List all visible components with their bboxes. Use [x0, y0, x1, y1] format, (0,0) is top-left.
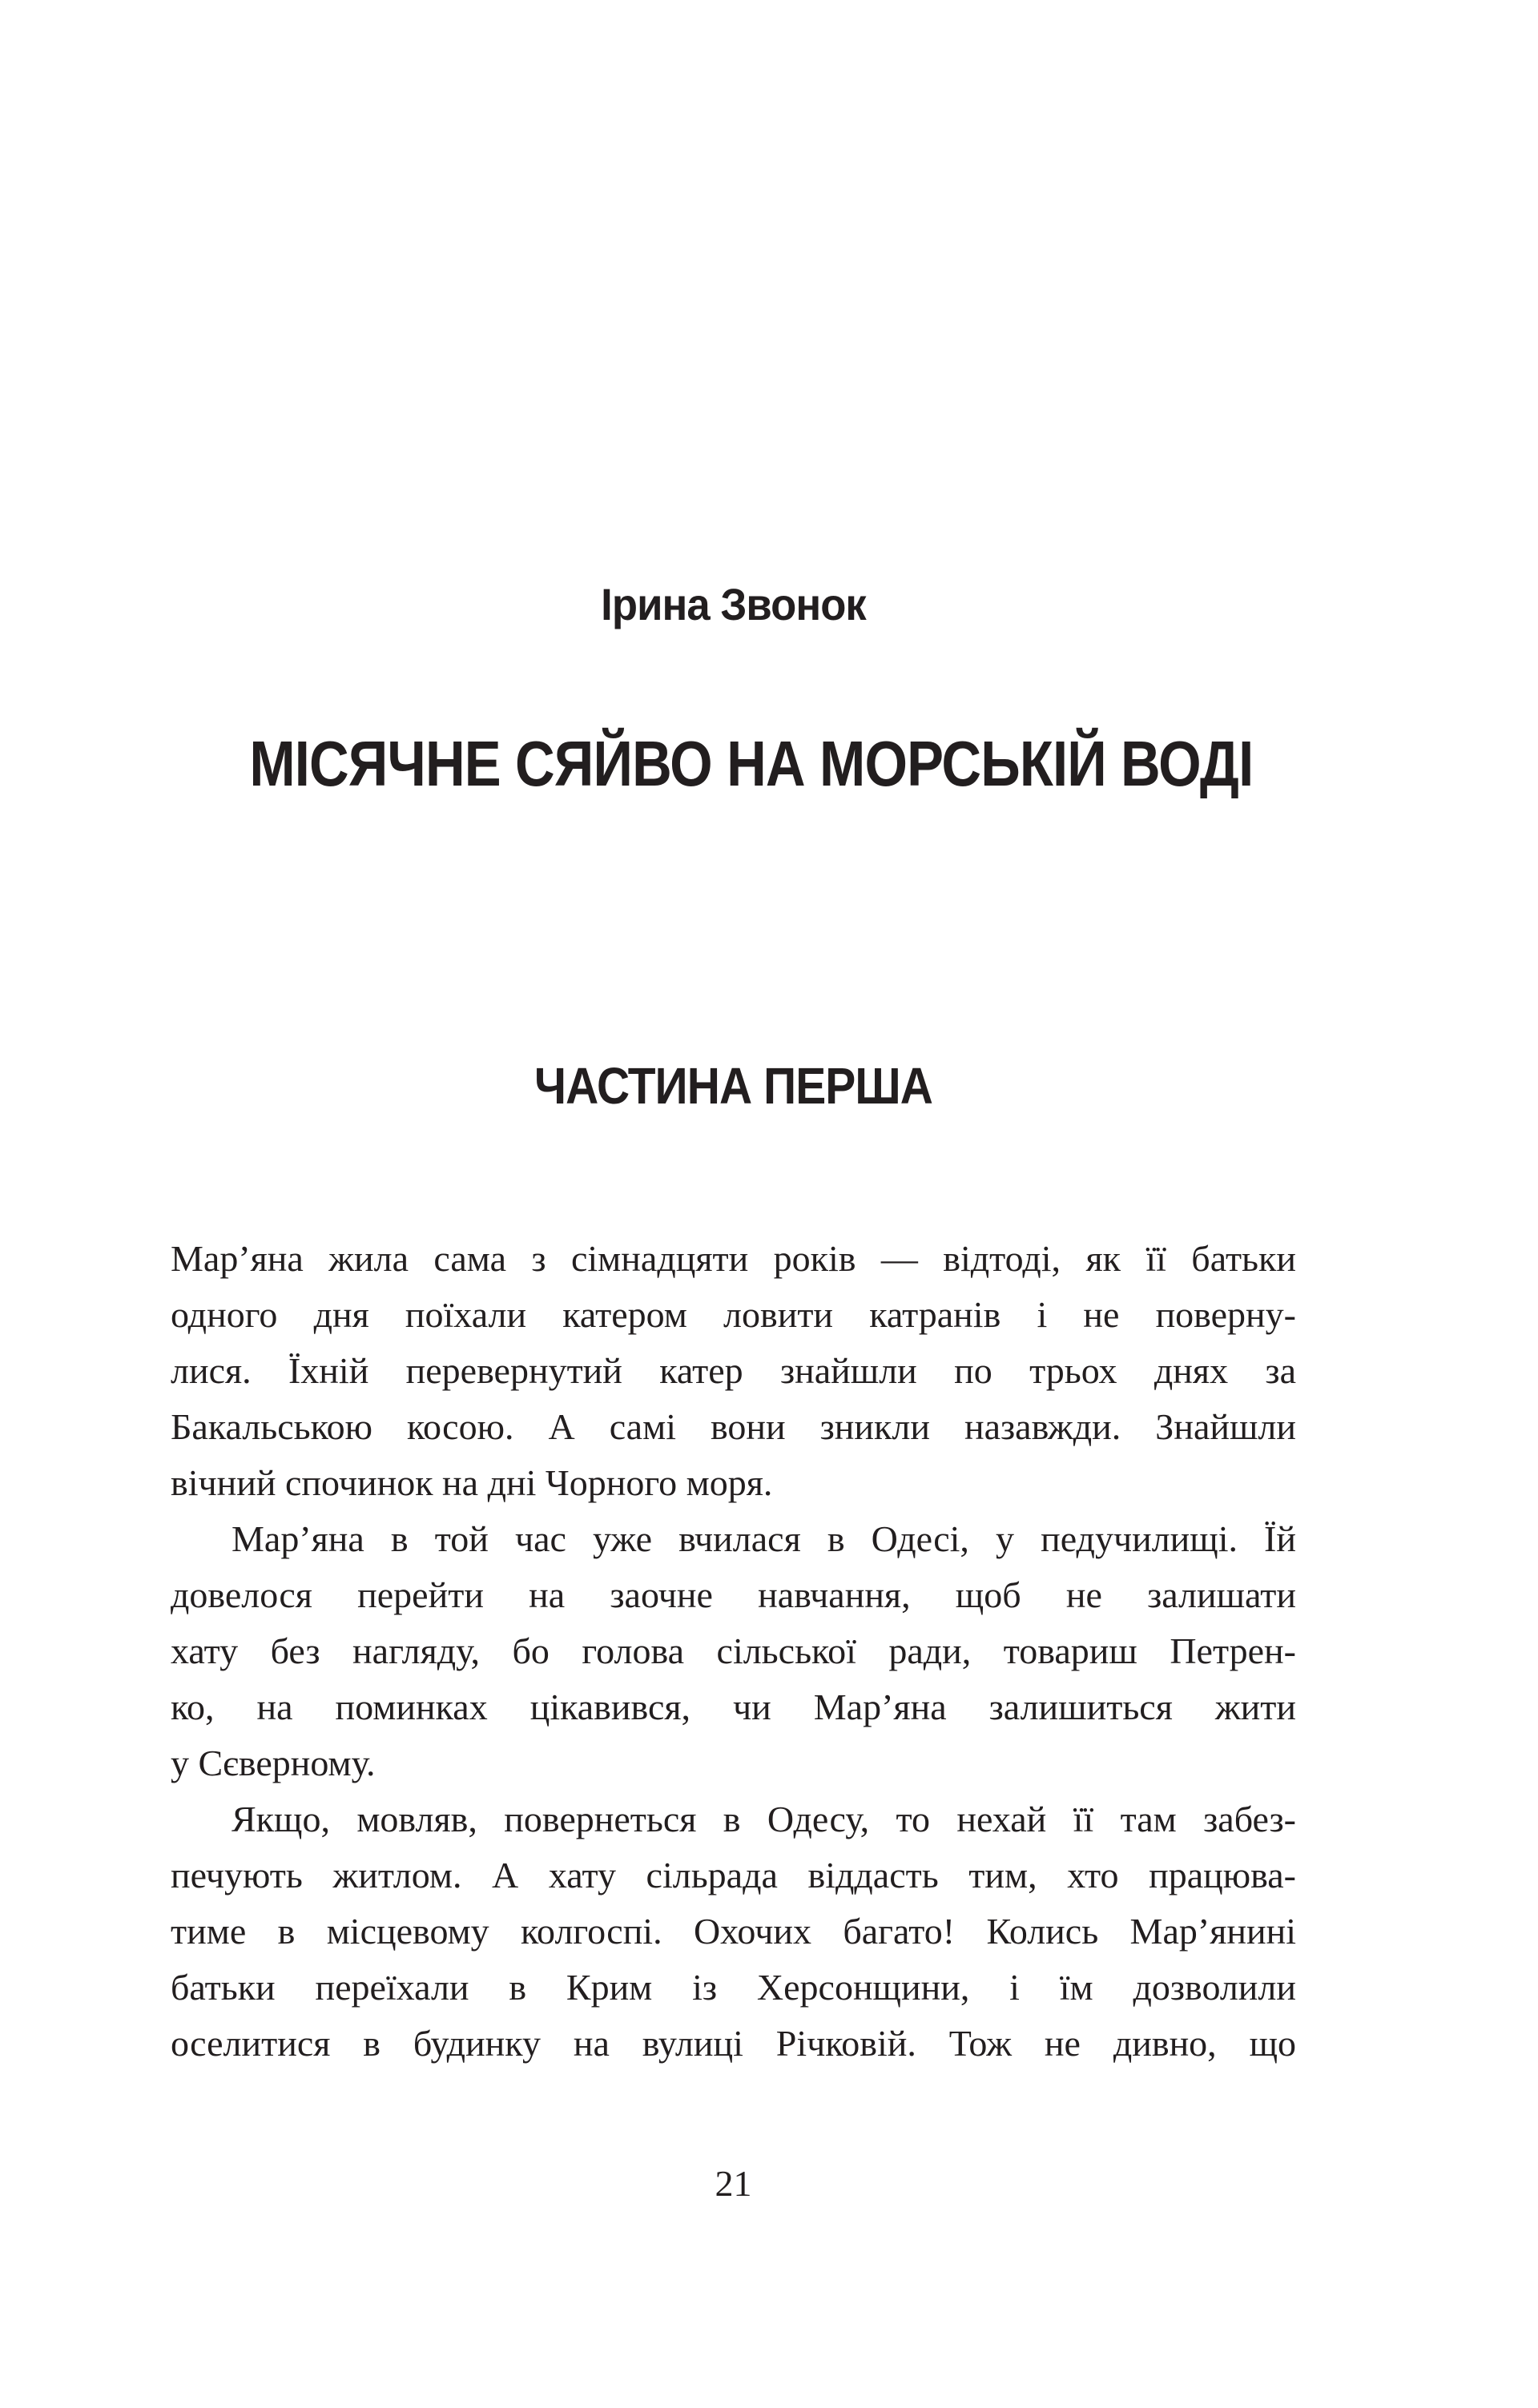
body-line: ко, на поминках цікавився, чи Мар’яна залишиться жити — [171, 1686, 1296, 1727]
body-line: Мар’яна в той час уже вчилася в Одесі, у педучилищі. Їй — [232, 1518, 1296, 1559]
page-number: 21 — [715, 2163, 752, 2204]
author-name: Ірина Звонок — [601, 579, 866, 629]
body-line: оселитися в будинку на вулиці Річковій. Тож не дивно, що — [171, 2023, 1296, 2064]
body-line: одного дня поїхали катером ловити катранів і не поверну- — [171, 1294, 1296, 1335]
body-line: печують житлом. А хату сільрада віддасть тим, хто працюва- — [171, 1855, 1296, 1895]
body-line: Бакальською косою. А самі вони зникли назавжди. Знайшли — [171, 1406, 1296, 1447]
book-title: МІСЯЧНЕ СЯЙВО НА МОРСЬКІЙ ВОДІ — [249, 728, 1254, 799]
body-line: Мар’яна жила сама з сімнадцяти років — відтоді, як її батьки — [171, 1238, 1296, 1279]
part-heading: ЧАСТИНА ПЕРША — [533, 1057, 933, 1115]
body-line: у Сєверному. — [171, 1743, 376, 1783]
body-text — [171, 1231, 1296, 2072]
body-line: лися. Їхній перевернутий катер знайшли по трьох днях за — [171, 1350, 1296, 1391]
body-line: Якщо, мовляв, повернеться в Одесу, то нехай її там забез- — [232, 1799, 1296, 1839]
body-line: хату без нагляду, бо голова сільської ради, товариш Петрен- — [171, 1630, 1296, 1671]
body-line: довелося перейти на заочне навчання, щоб не залишати — [171, 1574, 1296, 1615]
body-line: батьки переїхали в Крим із Херсонщини, і їм дозволили — [171, 1967, 1296, 2008]
body-line: тиме в місцевому колгоспі. Охочих багато! Колись Мар’янині — [171, 1911, 1296, 1952]
body-line: вічний спочинок на дні Чорного моря. — [171, 1462, 773, 1503]
